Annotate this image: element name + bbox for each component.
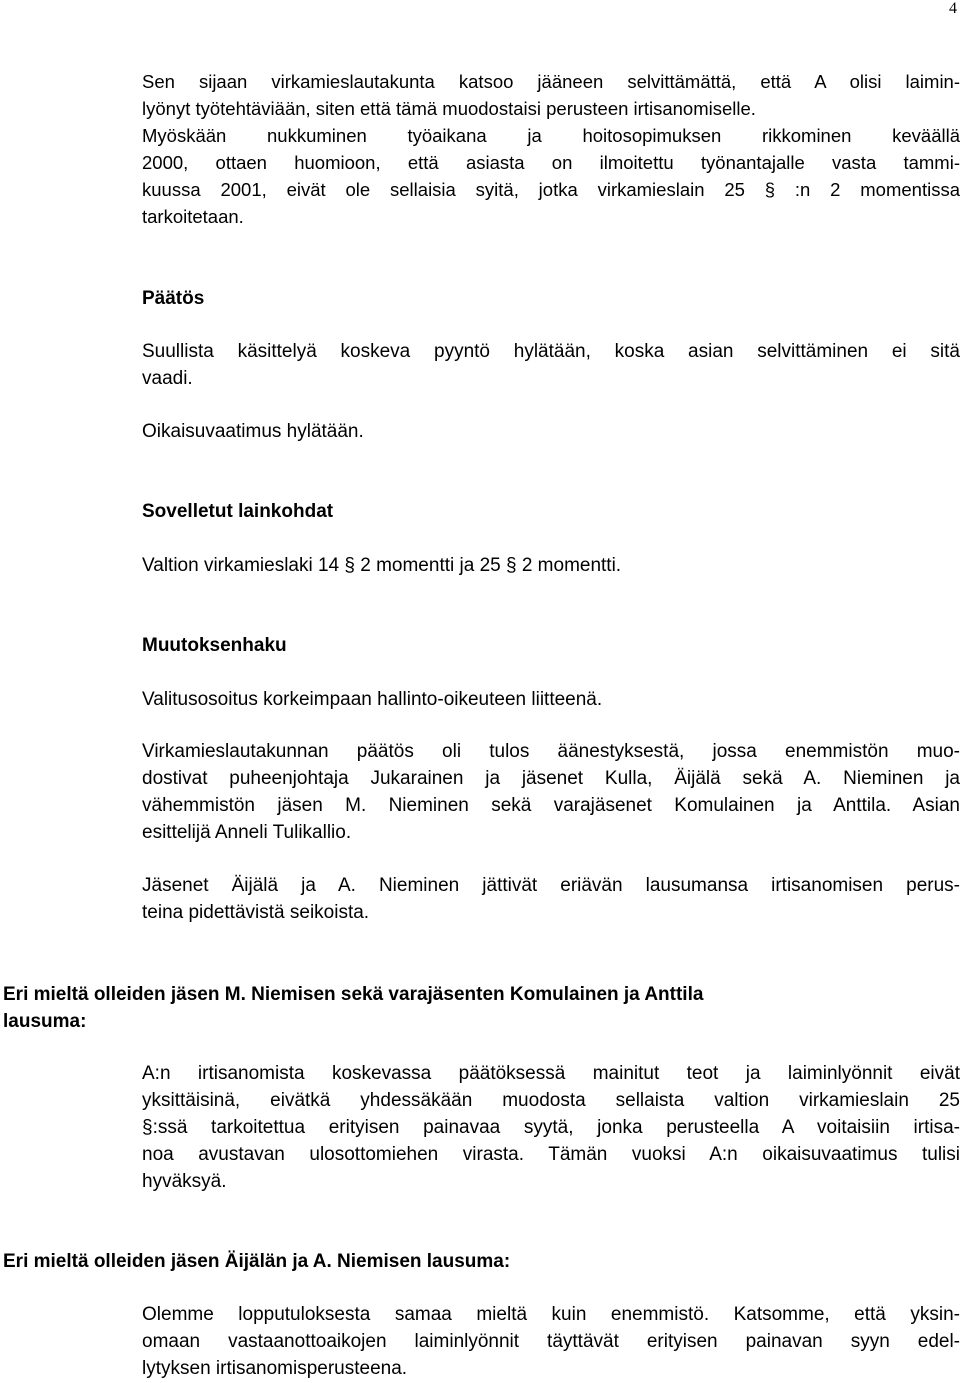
text-line: §:ssä tarkoitettua erityisen painavaa syytä, jonka perusteella A voitaisiin irtisa-	[142, 1117, 960, 1138]
heading-lausuma-2	[3, 1248, 903, 1275]
heading-sovelletut: Sovelletut lainkohdat	[142, 501, 334, 522]
text-line: 2000, ottaen huomioon, että asiasta on ilmoitettu työnantajalle vasta tammi-	[142, 152, 960, 173]
oikaisu-paragraph	[142, 418, 960, 445]
heading-line: Eri mieltä olleiden jäsen M. Niemisen sekä varajäsenten Komulainen ja Anttila	[3, 984, 704, 1005]
heading-muutoksenhaku: Muutoksenhaku	[142, 635, 287, 656]
heading-lausuma-1	[3, 981, 903, 1035]
eriava-paragraph	[142, 872, 960, 926]
text-line: teina pidettävistä seikoista.	[142, 902, 370, 923]
intro-paragraph	[142, 68, 960, 230]
text-line: Suullista käsittelyä koskeva pyyntö hylätään, koska asian selvittäminen ei sitä	[142, 341, 960, 362]
text-line: yksittäisinä, eivätkä yhdessäkään muodosta sellaista valtion virkamieslain 25	[142, 1090, 960, 1111]
heading-line: Eri mieltä olleiden jäsen Äijälän ja A. Niemisen lausuma:	[3, 1251, 511, 1272]
text-line: tarkoitetaan.	[142, 206, 244, 227]
text-line: Myöskään nukkuminen työaikana ja hoitosopimuksen rikkominen keväällä	[142, 125, 960, 146]
text-line: Valitusosoitus korkeimpaan hallinto-oikeuteen liitteenä.	[142, 689, 603, 710]
text-line: Sen sijaan virkamieslautakunta katsoo jääneen selvittämättä, että A olisi laimin-	[142, 71, 960, 92]
text-line: noa avustavan ulosottomiehen virasta. Tämän vuoksi A:n oikaisuvaatimus tulisi	[142, 1144, 960, 1165]
text-line: Jäsenet Äijälä ja A. Nieminen jättivät eriävän lausumansa irtisanomisen perus-	[142, 875, 960, 896]
text-line: omaan vastaanottoaikojen laiminlyönnit täyttävät erityisen painavan syyn edel-	[142, 1331, 960, 1352]
text-line: esittelijä Anneli Tulikallio.	[142, 822, 352, 843]
sovelletut-paragraph	[142, 552, 960, 579]
text-line: lytyksen irtisanomisperusteena.	[142, 1358, 408, 1379]
text-line: kuussa 2001, eivät ole sellaisia syitä, jotka virkamieslain 25 § :n 2 momentissa	[142, 179, 960, 200]
text-line: Oikaisuvaatimus hylätään.	[142, 421, 364, 442]
text-line: dostivat puheenjohtaja Jukarainen ja jäsenet Kulla, Äijälä sekä A. Nieminen ja	[142, 768, 960, 789]
text-line: Valtion virkamieslaki 14 § 2 momentti ja 25 § 2 momentti.	[142, 555, 622, 576]
text-line: A:n irtisanomista koskevassa päätöksessä mainitut teot ja laiminlyönnit eivät	[142, 1063, 960, 1084]
paatos-paragraph	[142, 338, 960, 392]
heading-line: lausuma:	[3, 1011, 87, 1032]
muutoksenhaku-paragraph	[142, 686, 960, 713]
text-line: Virkamieslautakunnan päätös oli tulos äänestyksestä, jossa enemmistön muo-	[142, 741, 960, 762]
aanestys-paragraph	[142, 738, 960, 846]
page-number: 4	[949, 0, 957, 17]
text-line: hyväksyä.	[142, 1171, 227, 1192]
heading-paatos: Päätös	[142, 288, 205, 309]
text-line: vähemmistön jäsen M. Nieminen sekä varajäsenet Komulainen ja Anttila. Asian	[142, 795, 960, 816]
text-line: lyönyt työtehtäviään, siten että tämä muodostaisi perusteen irtisanomiselle.	[142, 98, 756, 119]
lausuma-1-paragraph	[142, 1060, 960, 1195]
text-line: Olemme lopputuloksesta samaa mieltä kuin enemmistö. Katsomme, että yksin-	[142, 1304, 960, 1325]
lausuma-2-paragraph	[142, 1301, 960, 1382]
text-line: vaadi.	[142, 368, 193, 389]
